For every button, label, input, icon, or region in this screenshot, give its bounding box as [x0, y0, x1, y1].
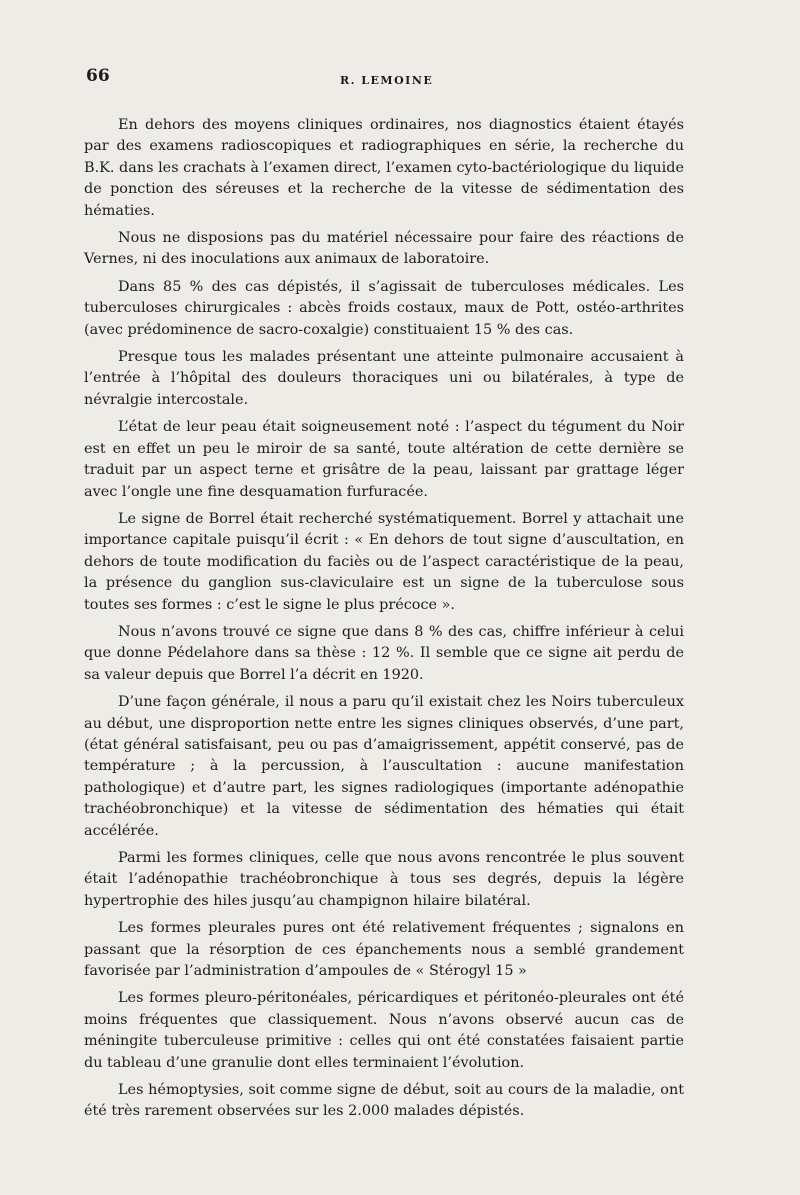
- paragraph: Les hémoptysies, soit comme signe de début, soit au cours de la maladie, ont été très rarement observées sur les 2.000 malades dépistés.: [84, 1082, 684, 1120]
- paragraph: Les formes pleuro-péritonéales, péricardiques et péritonéo-pleurales ont été moins fréquentes que classiquement. Nous n’avons observé aucun cas de méningite tuberculeuse primitive : celles qui ont été constatées faisaient partie du tableau d’une granulie dont elles terminaient l’évolution.: [84, 990, 684, 1071]
- paragraph: D’une façon générale, il nous a paru qu’il existait chez les Noirs tuberculeux au début, une disproportion nette entre les signes cliniques observés, d’une part, (état général satisfaisant, peu ou pas d’amaigrissement, appétit conservé, pas de température ; à la percussion, à l’auscultation : aucune manifestation pathologique) et d’autre part, les signes radiologiques (importante adénopathie trachéobronchique) et la vitesse de sédimentation des hématies qui était accélérée.: [84, 694, 684, 839]
- paragraph: Presque tous les malades présentant une atteinte pulmonaire accusaient à l’entrée à l’hôpital des douleurs thoraciques uni ou bilatérales, à type de névralgie intercostale.: [84, 349, 684, 408]
- paragraph: Nous n’avons trouvé ce signe que dans 8 % des cas, chiffre inférieur à celui que donne Pédelahore dans sa thèse : 12 %. Il semble que ce signe ait perdu de sa valeur depuis que Borrel l’a décrit en 1920.: [84, 623, 684, 683]
- paragraph: Parmi les formes cliniques, celle que nous avons rencontrée le plus souvent était l’adénopathie trachéobronchique à tous ses degrés, depuis la légère hypertrophie des hiles jusqu’au champignon hilaire bilatéral.: [84, 850, 684, 909]
- paragraph: Dans 85 % des cas dépistés, il s’agissait de tuberculoses médicales. Les tuberculoses chirurgicales : abcès froids costaux, maux de Pott, ostéo-arthrites (avec prédominence de sacro-coxalgie) constituaient 15 % des cas.: [84, 278, 684, 338]
- paragraph: Les formes pleurales pures ont été relativement fréquentes ; signalons en passant que la résorption de ces épanchements nous a semblé grandement favorisée par l’administration d’ampoules de « Stérogyl 15 »: [84, 920, 684, 980]
- paragraph: L’état de leur peau était soigneusement noté : l’aspect du tégument du Noir est en effet un peu le miroir de sa santé, toute altération de cette dernière se traduit par un aspect terne et grisâtre de la peau, laissant par grattage léger avec l’ongle une fine desquamation furfuracée.: [84, 419, 684, 500]
- running-head: [86, 66, 686, 96]
- paragraph: Le signe de Borrel était recherché systématiquement. Borrel y attachait une importance capitale puisqu’il écrit : « En dehors de tout signe d’auscultation, en dehors de toute modification du faciès ou de l’aspect caractéristique de la peau, la présence du ganglion sus-claviculaire est un signe de la tuberculose sous toutes ses formes : c’est le signe le plus précoce ».: [84, 510, 684, 613]
- running-title: R. LEMOINE: [340, 74, 434, 87]
- page-number: 66: [86, 66, 110, 86]
- paragraph: Nous ne disposions pas du matériel nécessaire pour faire des réactions de Vernes, ni des inoculations aux animaux de laboratoire.: [84, 230, 684, 268]
- body-text: [84, 115, 684, 1129]
- paragraph: En dehors des moyens cliniques ordinaires, nos diagnostics étaient étayés par des examens radioscopiques et radiographiques en série, la recherche du B.K. dans les crachats à l’examen direct, l’examen cyto-bactériologique du liquide de ponction des séreuses et la recherche de la vitesse de sédimentation des hématies.: [84, 117, 684, 219]
